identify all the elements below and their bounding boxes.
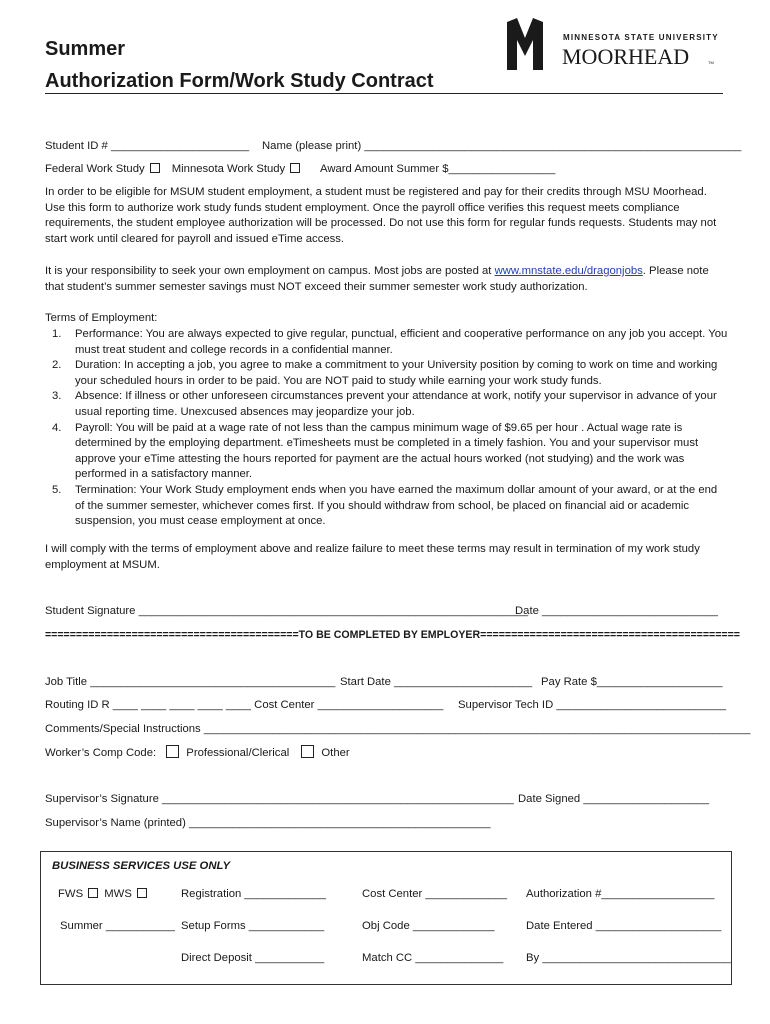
professional-clerical-checkbox[interactable] [166, 745, 179, 758]
title-underline [45, 93, 723, 94]
logo-university-text: MINNESOTA STATE UNIVERSITY [563, 33, 719, 42]
logo-letter: M [505, 48, 506, 49]
work-study-type-row [45, 162, 303, 178]
fws-checkbox[interactable] [150, 163, 160, 173]
student-id-field[interactable]: Student ID # ______________________ [45, 140, 250, 152]
direct-deposit-field[interactable]: Direct Deposit ___________ [181, 952, 325, 964]
term-text: Termination: Your Work Study employment ends when you have earned the maximum dollar amount of your award, or at the end of the summer semester, whichever comes first. If you should withdraw from school, be placed on financial aid or academic suspension, you must cease employment at once. [75, 483, 718, 528]
bs-fws-checkbox[interactable] [88, 888, 98, 898]
supervisor-signature-field[interactable]: Supervisor’s Signature ________________________________________________________ [45, 793, 514, 805]
summer-field[interactable]: Summer ___________ [60, 920, 175, 932]
term-number: 2. [52, 359, 62, 372]
logo-moorhead-text: MOORHEAD [562, 44, 690, 69]
responsibility-text: It is your responsibility to seek your own employment on campus. Most jobs are posted at [45, 265, 495, 277]
bs-mws-checkbox[interactable] [137, 888, 147, 898]
supervisor-name-field[interactable]: Supervisor’s Name (printed) ________________________________________________ [45, 817, 491, 829]
student-signature-field[interactable]: Student Signature ______________________________________________________________ [45, 605, 529, 617]
responsibility-paragraph [45, 264, 725, 295]
other-label: Other [321, 747, 350, 759]
term-text: Absence: If illness or other unforeseen circumstances prevent your attendance at work, notify your supervisor in advance of your usual reporting time. Unexcused absences may jeopardize your job. [75, 390, 717, 418]
term-item [45, 389, 729, 420]
fws-mws-row [58, 887, 150, 903]
comply-statement: I will comply with the terms of employment above and realize failure to meet these terms may result in termination of my work study employment at MSUM. [45, 543, 700, 571]
setup-forms-field[interactable]: Setup Forms ____________ [181, 920, 325, 932]
workers-comp-row [45, 745, 350, 762]
term-number: 3. [52, 390, 62, 403]
fws-label: Federal Work Study [45, 163, 145, 175]
mws-label: Minnesota Work Study [171, 163, 286, 175]
bs-mws-label: MWS [104, 888, 132, 900]
award-amount-field[interactable]: Award Amount Summer $_________________ [320, 163, 556, 175]
term-item [45, 358, 729, 389]
term-number: 4. [52, 421, 62, 434]
business-services-heading: BUSINESS SERVICES USE ONLY [52, 860, 231, 872]
term-item [45, 327, 729, 358]
workers-comp-label: Worker’s Comp Code: [45, 747, 157, 759]
term-number: 1. [52, 328, 62, 340]
obj-code-field[interactable]: Obj Code _____________ [362, 920, 495, 932]
terms-list [45, 327, 729, 530]
term-number: 5. [52, 483, 62, 496]
date-entered-field[interactable]: Date Entered ____________________ [526, 920, 722, 932]
responsibility-text-end: . Please note that student’s summer semester savings must NOT exceed their summer semester work study authorization. [45, 265, 709, 293]
other-checkbox[interactable] [301, 745, 314, 758]
routing-cost-center-field[interactable]: Routing ID R ____ ____ ____ ____ ____ Cost Center ____________________ [45, 699, 444, 711]
msum-logo [503, 18, 723, 74]
terms-heading: Terms of Employment: [45, 312, 158, 324]
match-cc-field[interactable]: Match CC ______________ [362, 952, 504, 964]
term-item [45, 421, 729, 483]
job-title-field[interactable]: Job Title _______________________________________ [45, 676, 336, 688]
pay-rate-field[interactable]: Pay Rate $____________________ [541, 676, 723, 688]
by-field[interactable]: By ______________________________ [526, 952, 731, 964]
student-name-field[interactable]: Name (please print) ____________________________________________________________ [262, 140, 742, 152]
logo-m-mark [507, 18, 543, 70]
form-title: Authorization Form/Work Study Contract [45, 70, 434, 92]
comments-field[interactable]: Comments/Special Instructions _______________________________________________________________________________________ [45, 723, 751, 735]
professional-clerical-label: Professional/Clerical [186, 747, 290, 759]
student-date-field[interactable]: Date ____________________________ [515, 605, 718, 617]
mws-checkbox[interactable] [290, 163, 300, 173]
supervisor-tech-id-field[interactable]: Supervisor Tech ID ___________________________ [458, 699, 727, 711]
dragonjobs-link[interactable]: www.mnstate.edu/dragonjobs [494, 265, 643, 277]
form-title-summer: Summer [45, 38, 126, 60]
employer-section-divider: =========================================TO BE COMPLETED BY EMPLOYER========================================== [45, 629, 740, 641]
term-item [45, 483, 729, 530]
registration-field[interactable]: Registration _____________ [181, 888, 327, 900]
start-date-field[interactable]: Start Date ______________________ [340, 676, 533, 688]
term-text: Payroll: You will be paid at a wage rate of not less than the campus minimum wage of $9.65 per hour . Actual wage rate is determined by the employing department. eTimesheets must be completed in a timely fashion. You and your supervisor must approve your eTime attesting the hours reported for payment are the actual hours worked (not studying) and the work was performed in a satisfactory manner. [75, 421, 699, 481]
term-text: Duration: In accepting a job, you agree to make a commitment to your University position by coming to work on time and working your scheduled hours in order to be paid. You are NOT paid to study while earning your work study funds. [75, 359, 718, 387]
term-text: Performance: You are always expected to give regular, punctual, efficient and cooperative performance on any job you accept. You must treat student and college records in a confidential manner. [75, 328, 728, 356]
authorization-field[interactable]: Authorization #__________________ [526, 888, 715, 900]
bs-cost-center-field[interactable]: Cost Center _____________ [362, 888, 508, 900]
logo-tm: TM [708, 60, 714, 65]
eligibility-paragraph: In order to be eligible for MSUM student employment, a student must be registered and pay for their credits through MSU Moorhead. Use this form to authorize work study funds student employment. Once the payroll office verifies this request meets compliance requirements, the student employee authorization will be processed. Do not use this form for regular funds requests. Students may not start work until cleared for payroll and issued eTime access. [45, 186, 717, 245]
date-signed-field[interactable]: Date Signed ____________________ [518, 793, 709, 805]
bs-fws-label: FWS [58, 888, 84, 900]
